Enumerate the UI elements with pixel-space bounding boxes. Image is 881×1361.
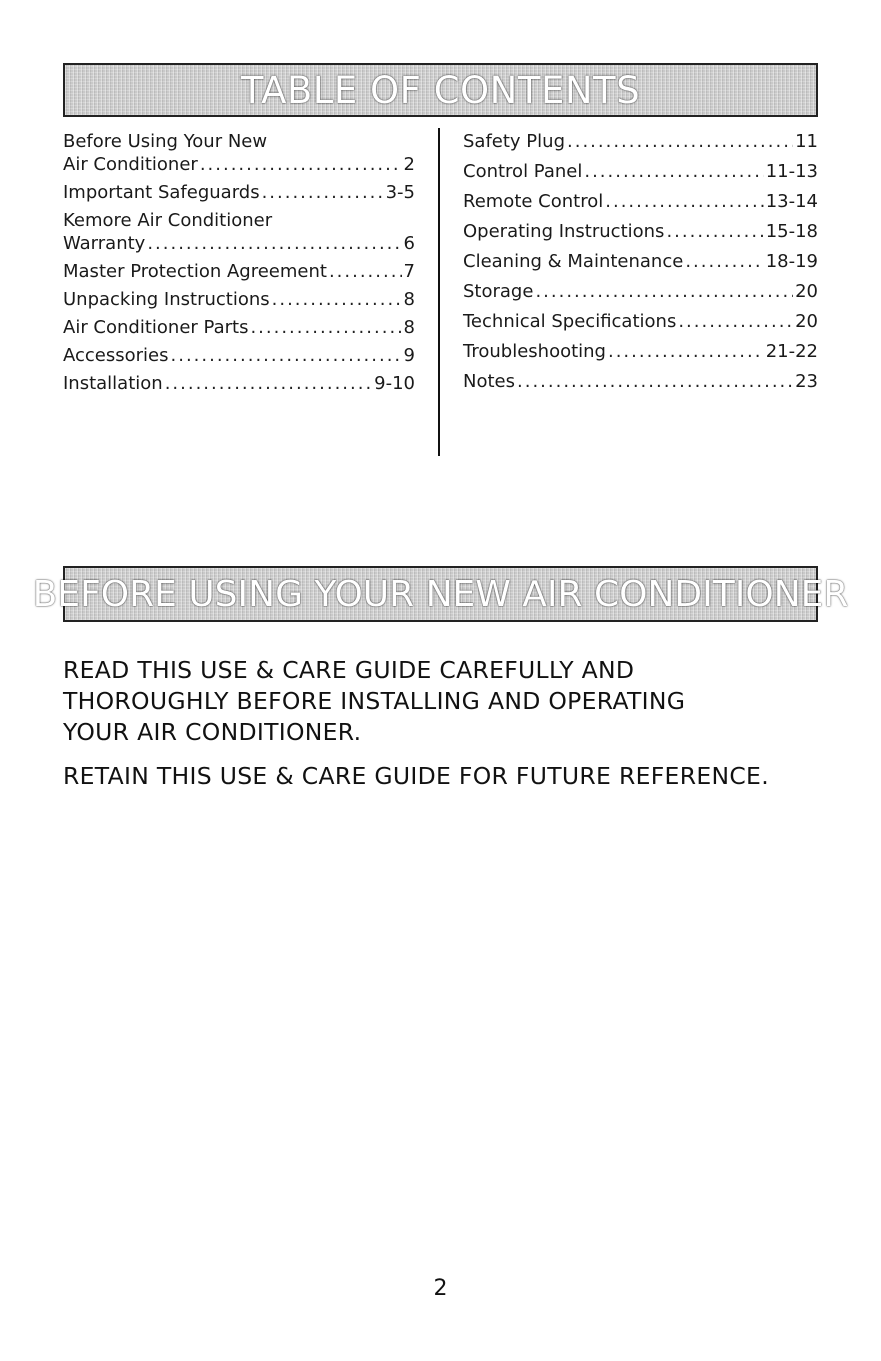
toc-entry-title: Cleaning & Maintenance: [463, 251, 684, 272]
read-notice-line: READ THIS USE & CARE GUIDE CAREFULLY AND: [63, 656, 635, 684]
toc-entry-page: 11-13: [765, 161, 818, 182]
toc-entry-line: [463, 340, 818, 363]
section-heading: BEFORE USING YOUR NEW AIR CONDITIONER: [32, 573, 849, 615]
toc-entry-line: [463, 160, 818, 183]
toc-leader-dots: [165, 372, 372, 395]
toc-entry: [63, 209, 415, 255]
toc-entry-line: [63, 316, 415, 339]
toc-entry-line: [63, 232, 415, 255]
toc-entry: [463, 370, 818, 393]
toc-entry: [463, 250, 818, 273]
toc-entry-page: 6: [403, 233, 415, 254]
toc-entry-title: Remote Control: [463, 191, 604, 212]
toc-entry: [463, 220, 818, 243]
page-number: 2: [433, 1276, 448, 1301]
toc-heading: TABLE OF CONTENTS: [240, 68, 641, 112]
toc-entry-title: Warranty: [63, 233, 146, 254]
toc-entry-line: [463, 370, 818, 393]
toc-leader-dots: [171, 344, 402, 367]
toc-entry: [63, 288, 415, 311]
toc-entry-page: 9-10: [374, 373, 415, 394]
toc-entry-title: Important Safeguards: [63, 182, 260, 203]
toc-entry-title: Operating Instructions: [463, 221, 665, 242]
toc-entry-page: 7: [403, 261, 415, 282]
toc-entry-page: 8: [403, 289, 415, 310]
toc-entry-page: 9: [403, 345, 415, 366]
toc-entry-page: 13-14: [765, 191, 818, 212]
toc-entry: [463, 160, 818, 183]
toc-entry-title: Unpacking Instructions: [63, 289, 270, 310]
toc-leader-dots: [608, 340, 764, 363]
read-notice-line: THOROUGHLY BEFORE INSTALLING AND OPERATING: [63, 687, 686, 715]
toc-leader-dots: [262, 181, 384, 204]
toc-left-column: [63, 130, 415, 400]
toc-entry-page: 21-22: [765, 341, 818, 362]
toc-entry-line: [63, 260, 415, 283]
toc-leader-dots: [147, 232, 401, 255]
toc-entry-title: Installation: [63, 373, 163, 394]
column-divider: [438, 128, 440, 456]
toc-entry-line: [463, 220, 818, 243]
toc-entry-line: [463, 250, 818, 273]
toc-leader-dots: [567, 130, 793, 153]
toc-entry-title: Notes: [463, 371, 515, 392]
toc-entry-title: Air Conditioner: [63, 154, 198, 175]
toc-entry: [63, 372, 415, 395]
toc-leader-dots: [329, 260, 402, 283]
toc-entry-title: Technical Specifications: [463, 311, 677, 332]
toc-entry-page: 20: [795, 311, 818, 332]
section-heading-banner: [32, 566, 849, 622]
toc-entry-line: [463, 130, 818, 153]
toc-leader-dots: [666, 220, 763, 243]
toc-entry: [463, 310, 818, 333]
toc-entry-line: [63, 288, 415, 311]
toc-entry-title-line: Kemore Air Conditioner: [63, 210, 273, 231]
toc-entry: [63, 181, 415, 204]
toc-entry: [63, 130, 415, 176]
toc-entry-line: [63, 372, 415, 395]
toc-entry-line: [63, 344, 415, 367]
toc-leader-dots: [678, 310, 793, 333]
read-guide-notice: [63, 655, 685, 748]
toc-entry-page: 8: [403, 317, 415, 338]
retain-guide-notice: [63, 761, 769, 792]
toc-entry-page: 23: [795, 371, 818, 392]
toc-entry-line: [463, 280, 818, 303]
toc-entry-title: Master Protection Agreement: [63, 261, 327, 282]
toc-entry-line: [463, 190, 818, 213]
toc-entry: [463, 280, 818, 303]
toc-entry-page: 2: [403, 154, 415, 175]
toc-entry: [63, 344, 415, 367]
toc-entry-title: Safety Plug: [463, 131, 565, 152]
toc-entry-title: Control Panel: [463, 161, 583, 182]
toc-leader-dots: [200, 153, 402, 176]
toc-leader-dots: [535, 280, 793, 303]
toc-entry-line: [463, 310, 818, 333]
toc-entry-title: Storage: [463, 281, 534, 302]
toc-entry: [63, 316, 415, 339]
toc-entry-line: [63, 181, 415, 204]
toc-leader-dots: [685, 250, 763, 273]
toc-entry-title-line: Before Using Your New: [63, 131, 268, 152]
toc-entry-page: 15-18: [765, 221, 818, 242]
toc-entry-page: 3-5: [385, 182, 415, 203]
toc-right-column: [463, 130, 818, 400]
read-notice-line: YOUR AIR CONDITIONER.: [63, 718, 362, 746]
toc-entry-title: Air Conditioner Parts: [63, 317, 249, 338]
toc-heading-banner: [63, 63, 818, 117]
toc-leader-dots: [605, 190, 763, 213]
toc-entry-title: Accessories: [63, 345, 169, 366]
toc-leader-dots: [272, 288, 402, 311]
toc-entry: [63, 260, 415, 283]
toc-leader-dots: [250, 316, 401, 339]
toc-entry: [463, 340, 818, 363]
toc-entry-page: 11: [795, 131, 818, 152]
toc-leader-dots: [517, 370, 793, 393]
toc-entry: [463, 130, 818, 153]
toc-entry: [463, 190, 818, 213]
toc-entry-page: 20: [795, 281, 818, 302]
toc-entry-title: Troubleshooting: [463, 341, 606, 362]
toc-entry-line: [63, 153, 415, 176]
retain-notice-text: RETAIN THIS USE & CARE GUIDE FOR FUTURE REFERENCE.: [63, 762, 769, 790]
toc-leader-dots: [584, 160, 763, 183]
toc-entry-page: 18-19: [765, 251, 818, 272]
